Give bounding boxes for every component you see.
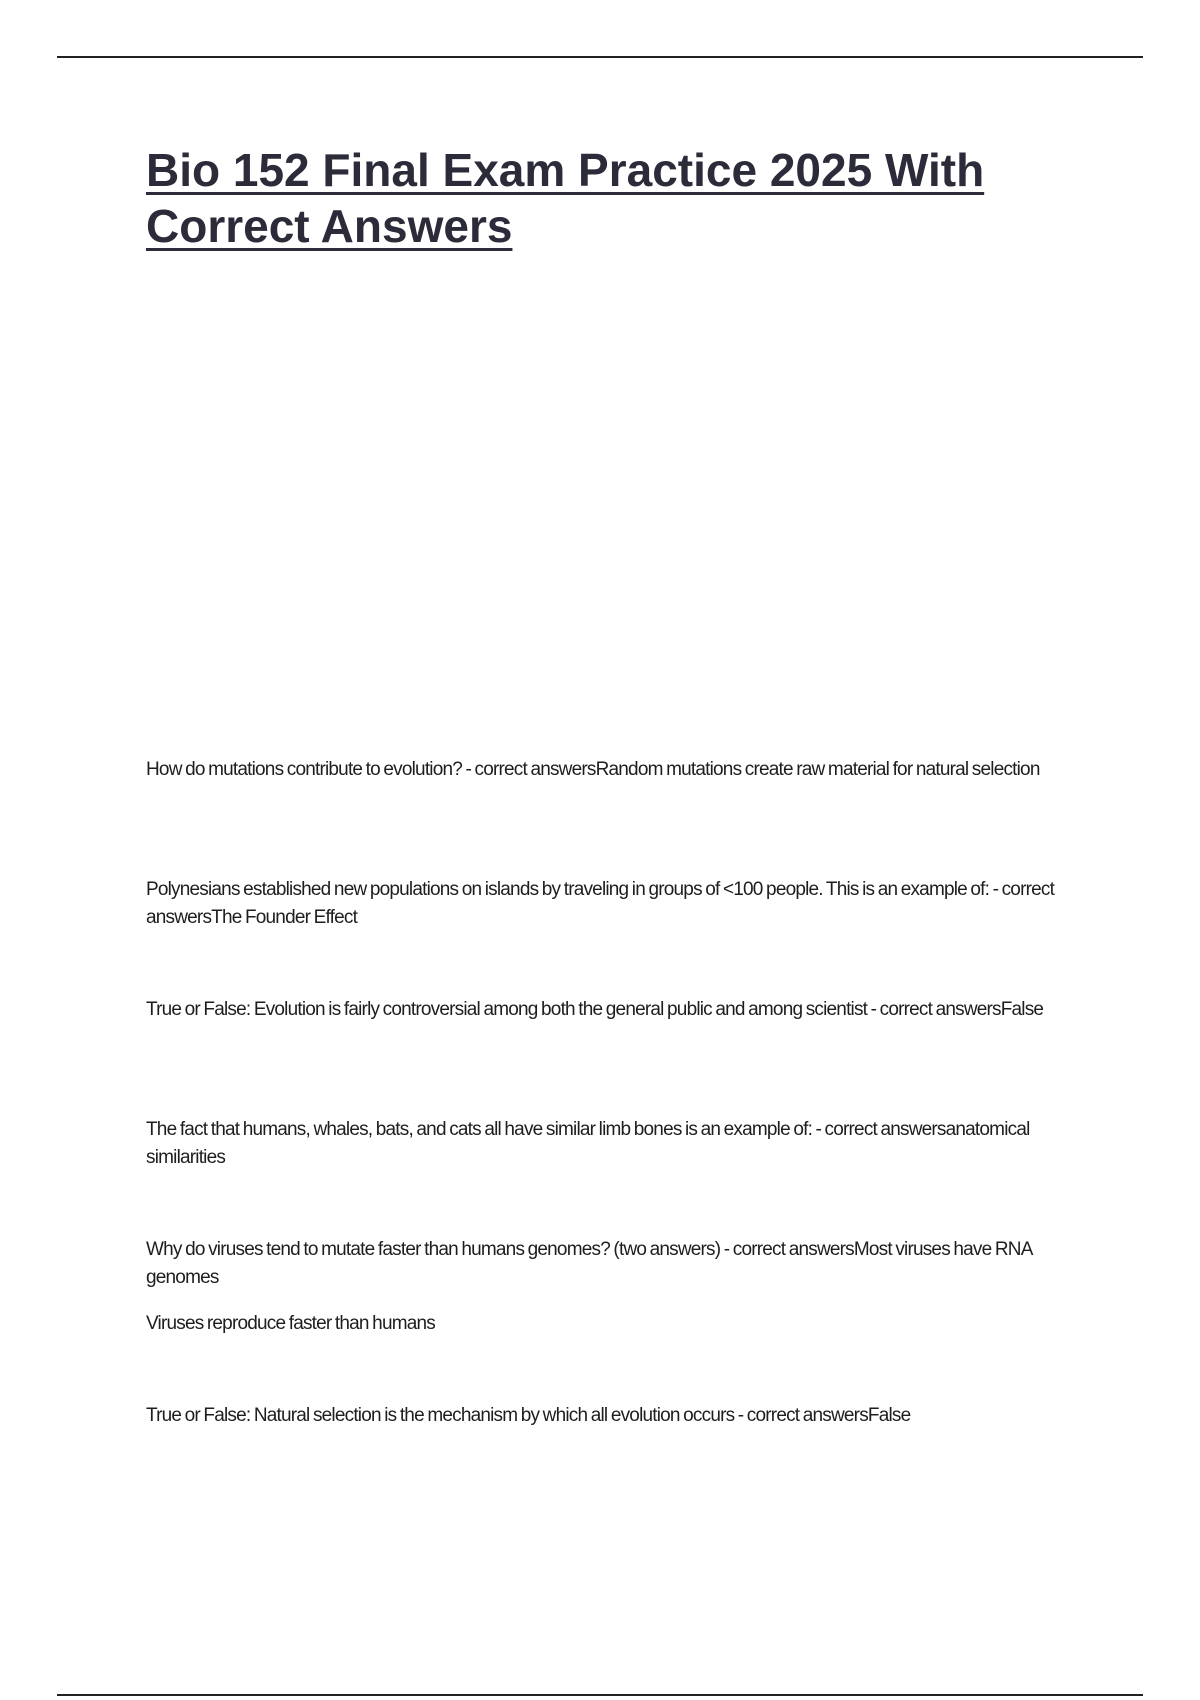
qa-item-5	[146, 1236, 1086, 1338]
qa-item-2	[146, 876, 1086, 932]
qa-item-6	[146, 1402, 1086, 1430]
bottom-rule	[57, 1694, 1143, 1696]
top-rule	[57, 56, 1143, 58]
qa-text: The fact that humans, whales, bats, and cats all have similar limb bones is an example of: - correct answersanatomical similarities	[146, 1119, 1030, 1168]
qa-text: Polynesians established new populations on islands by traveling in groups of <100 people. This is an example of: - correct answersThe Founder Effect	[146, 879, 1055, 928]
document-title: Bio 152 Final Exam Practice 2025 With Correct Answers	[146, 144, 985, 252]
qa-item-1	[146, 756, 1086, 784]
qa-extra-answer: Viruses reproduce faster than humans	[146, 1313, 435, 1334]
qa-text: Why do viruses tend to mutate faster than humans genomes? (two answers) - correct answersMost viruses have RNA genomes	[146, 1239, 1032, 1288]
qa-text: How do mutations contribute to evolution? - correct answersRandom mutations create raw material for natural selection	[146, 759, 1040, 780]
qa-text: True or False: Evolution is fairly controversial among both the general public and among scientist - correct answersFalse	[146, 999, 1044, 1020]
qa-item-3	[146, 996, 1086, 1024]
qa-text: True or False: Natural selection is the mechanism by which all evolution occurs - correct answersFalse	[146, 1405, 911, 1426]
qa-item-4	[146, 1116, 1086, 1172]
